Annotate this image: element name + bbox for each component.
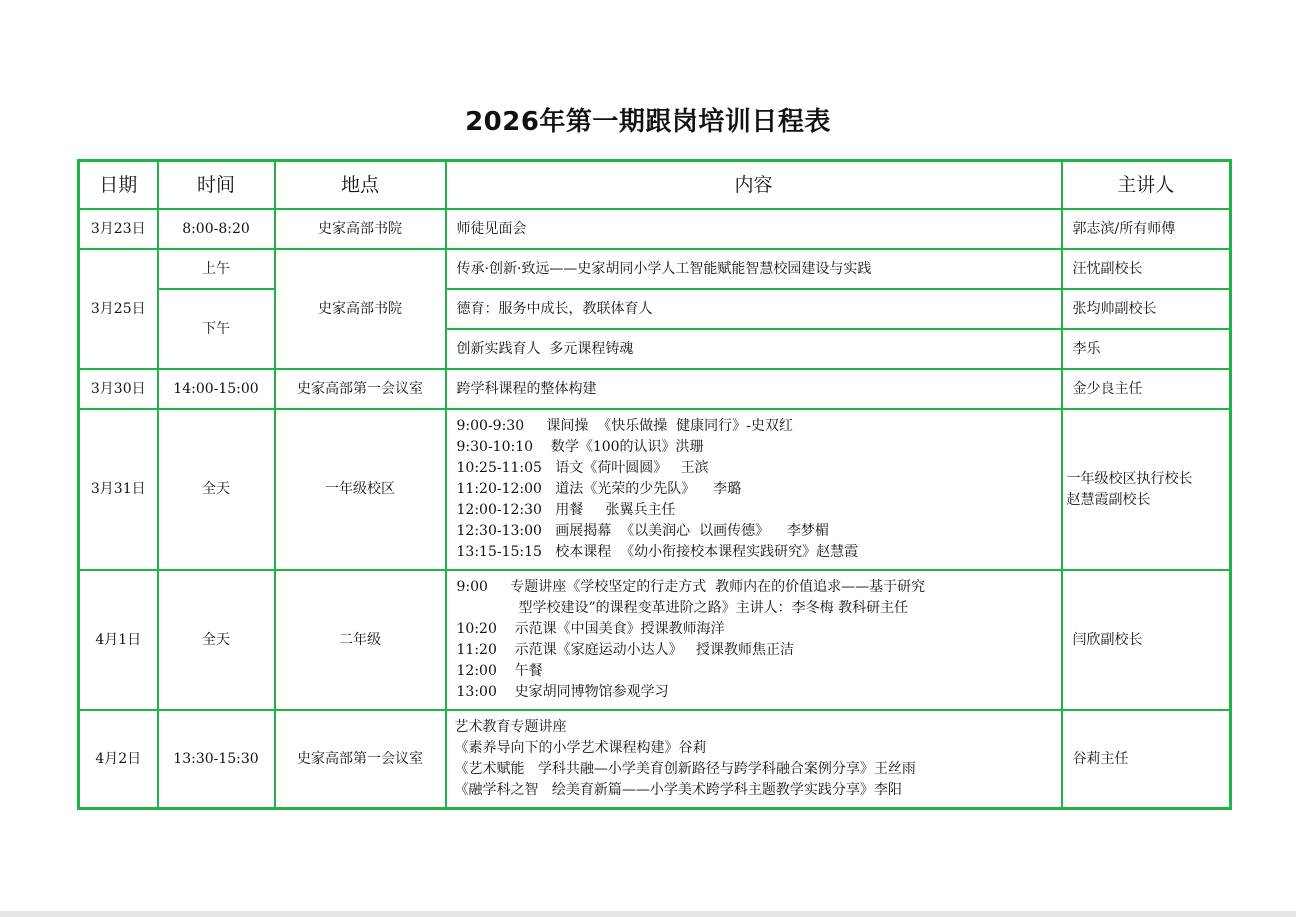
schedule-line: 9:00 专题讲座《学校坚定的行走方式 教师内在的价值追求——基于研究 xyxy=(456,579,926,595)
cell-place: 史家高部书院 xyxy=(275,249,446,369)
cell-date: 4月1日 xyxy=(79,570,158,710)
header-date: 日期 xyxy=(79,161,158,210)
table-row xyxy=(79,209,1231,249)
schedule-line: 《艺术赋能 学科共融—小学美育创新路径与跨学科融合案例分享》王丝雨 xyxy=(454,761,916,777)
cell-date: 4月2日 xyxy=(79,710,158,809)
cell-speaker xyxy=(1062,409,1231,570)
table-row xyxy=(79,289,1231,329)
cell-speaker: 汪忱副校长 xyxy=(1062,249,1231,289)
cell-place: 史家高部第一会议室 xyxy=(275,710,446,809)
schedule-line: 11:20 示范课《家庭运动小达人》 授课教师焦正洁 xyxy=(456,642,794,658)
schedule-line: 10:25-11:05 语文《荷叶圆圆》 王滨 xyxy=(456,460,709,476)
table-header-row xyxy=(79,161,1231,210)
cell-place: 史家高部书院 xyxy=(275,209,446,249)
cell-date: 3月31日 xyxy=(79,409,158,570)
header-place: 地点 xyxy=(275,161,446,210)
schedule-line: 9:30-10:10 数学《100的认识》洪珊 xyxy=(456,439,704,455)
table-row xyxy=(79,369,1231,409)
schedule-line: 12:00-12:30 用餐 张翼兵主任 xyxy=(456,502,676,518)
cell-speaker: 谷莉主任 xyxy=(1062,710,1231,809)
cell-content: 传承·创新·致远——史家胡同小学人工智能赋能智慧校园建设与实践 xyxy=(446,249,1062,289)
cell-time: 14:00-15:00 xyxy=(158,369,275,409)
header-time: 时间 xyxy=(158,161,275,210)
cell-speaker: 闫欣副校长 xyxy=(1062,570,1231,710)
cell-speaker: 李乐 xyxy=(1062,329,1231,369)
schedule-line: 13:00 史家胡同博物馆参观学习 xyxy=(456,684,669,700)
cell-content: 创新实践育人 多元课程铸魂 xyxy=(446,329,1062,369)
cell-content: 德育：服务中成长，教联体育人 xyxy=(446,289,1062,329)
cell-time: 全天 xyxy=(158,570,275,710)
table-row xyxy=(79,710,1231,809)
cell-content xyxy=(446,409,1062,570)
cell-date: 3月25日 xyxy=(79,249,158,369)
table-row xyxy=(79,409,1231,570)
schedule-line: 《素养导向下的小学艺术课程构建》谷莉 xyxy=(454,740,707,756)
header-speaker: 主讲人 xyxy=(1062,161,1231,210)
cell-date: 3月30日 xyxy=(79,369,158,409)
cell-speaker: 郭志滨/所有师傅 xyxy=(1062,209,1231,249)
speaker-line: 一年级校区执行校长 xyxy=(1066,470,1193,487)
page-title: 2026年第一期跟岗培训日程表 xyxy=(465,107,831,137)
schedule-line: 11:20-12:00 道法《光荣的少先队》 李璐 xyxy=(456,481,742,497)
schedule-line: 12:30-13:00 画展揭幕 《以美润心 以画传德》 李梦楣 xyxy=(456,523,829,539)
cell-content: 跨学科课程的整体构建 xyxy=(446,369,1062,409)
schedule-line: 型学校建设”的课程变革进阶之路》主讲人：李冬梅 教科研主任 xyxy=(518,600,909,616)
schedule-line: 艺术教育专题讲座 xyxy=(454,719,567,735)
header-content: 内容 xyxy=(446,161,1062,210)
schedule-line: 12:00 午餐 xyxy=(456,663,543,679)
table-row xyxy=(79,249,1231,289)
page-bottom-divider xyxy=(0,911,1296,917)
speaker-line: 赵慧霞副校长 xyxy=(1066,491,1151,508)
cell-place: 一年级校区 xyxy=(275,409,446,570)
cell-date: 3月23日 xyxy=(79,209,158,249)
schedule-line: 13:15-15:15 校本课程 《幼小衔接校本课程实践研究》赵慧霞 xyxy=(456,544,859,560)
cell-content xyxy=(446,710,1062,809)
cell-content xyxy=(446,570,1062,710)
cell-time: 13:30-15:30 xyxy=(158,710,275,809)
cell-time: 8:00-8:20 xyxy=(158,209,275,249)
table-row xyxy=(79,570,1231,710)
cell-time-am: 上午 xyxy=(158,249,275,289)
schedule-table xyxy=(77,159,1232,810)
schedule-line: 10:20 示范课《中国美食》授课教师海洋 xyxy=(456,621,725,637)
cell-place: 二年级 xyxy=(275,570,446,710)
cell-place: 史家高部第一会议室 xyxy=(275,369,446,409)
cell-time: 全天 xyxy=(158,409,275,570)
schedule-line: 9:00-9:30 课间操 《快乐做操 健康同行》-史双红 xyxy=(456,418,793,434)
cell-speaker: 张均帅副校长 xyxy=(1062,289,1231,329)
cell-content: 师徒见面会 xyxy=(446,209,1062,249)
cell-speaker: 金少良主任 xyxy=(1062,369,1231,409)
schedule-line: 《融学科之智 绘美育新篇——小学美术跨学科主题教学实践分享》李阳 xyxy=(454,782,902,798)
cell-time-pm: 下午 xyxy=(158,289,275,369)
